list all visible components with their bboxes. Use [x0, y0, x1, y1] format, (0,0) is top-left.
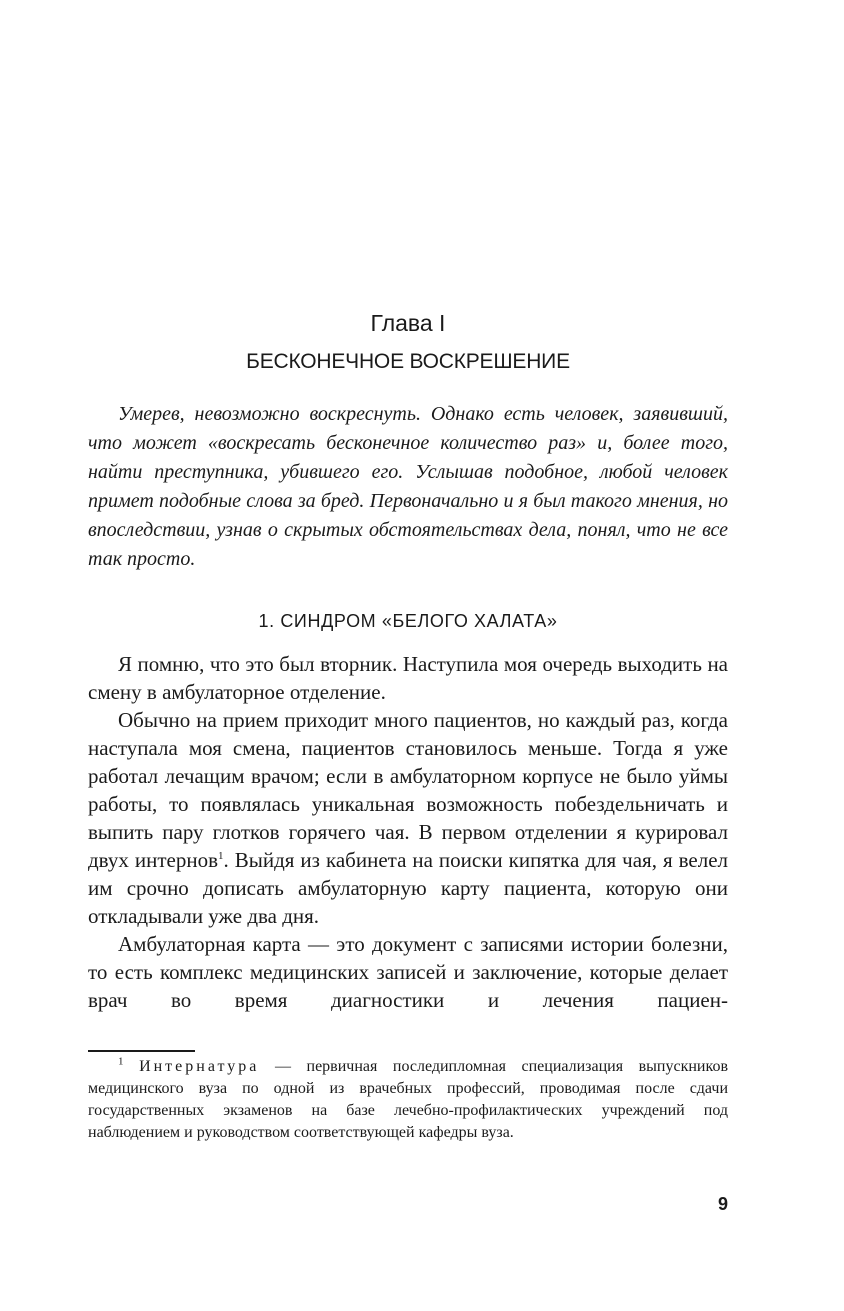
footnote-reference: 1: [218, 850, 224, 862]
page-number: 9: [717, 1194, 728, 1214]
footnote-text: — первичная последипломная специализация выпускников медицинского вуза по одной из врачебных профессий, проводимая после сдачи государственных экзаменов на базе лечебно-профилактических учреждений под наблюдением и руководством соответствующей кафедры вуза.: [88, 1058, 729, 1141]
paragraph-2-text-a: Обычно на прием приходит много пациентов, но каждый раз, когда наступала моя смена, пациентов становилось меньше. Тогда я уже работал лечащим врачом; если в амбулаторном корпусе не было уймы работы, то появлялась уникальная возможность побездельничать и выпить пару глотков горячего чая. В первом отделении я курировал двух интернов: [88, 708, 728, 872]
epigraph: Умерев, невозможно воскреснуть. Однако есть человек, заявивший, что может «воскресать бесконечное количество раз» и, более того, найти преступника, убившего его. Услышав подобное, любой человек примет подобные слова за бред. Первоначально и я был такого мнения, но впоследствии, узнав о скрытых обстоятельствах дела, понял, что не все так просто.: [88, 403, 728, 570]
footnote-mark: 1: [118, 1055, 124, 1068]
footnote-term: Интернатура: [139, 1058, 260, 1075]
paragraph-1: Я помню, что это был вторник. Наступила моя очередь выходить на смену в амбулаторное отделение.: [88, 652, 728, 704]
section-title: 1. СИНДРОМ «БЕЛОГО ХАЛАТА»: [258, 611, 558, 631]
body-text: [88, 650, 728, 1014]
paragraph-2-text-b: . Выйдя из кабинета на поиски кипятка для чая, я велел им срочно дописать амбулаторную карту пациента, которую они откладывали уже два дня.: [88, 848, 728, 928]
footnote: [88, 1056, 728, 1144]
paragraph-2: [88, 706, 728, 930]
footnote-divider: [88, 1050, 195, 1052]
chapter-title: БЕСКОНЕЧНОЕ ВОСКРЕШЕНИЕ: [246, 350, 570, 373]
paragraph-3: Амбулаторная карта — это документ с записями истории болезни, то есть комплекс медицинских записей и заключение, которые делает врач во время диагностики и лечения пациен-: [88, 932, 728, 1012]
book-page: [88, 0, 728, 1311]
chapter-label: Глава I: [370, 310, 446, 336]
